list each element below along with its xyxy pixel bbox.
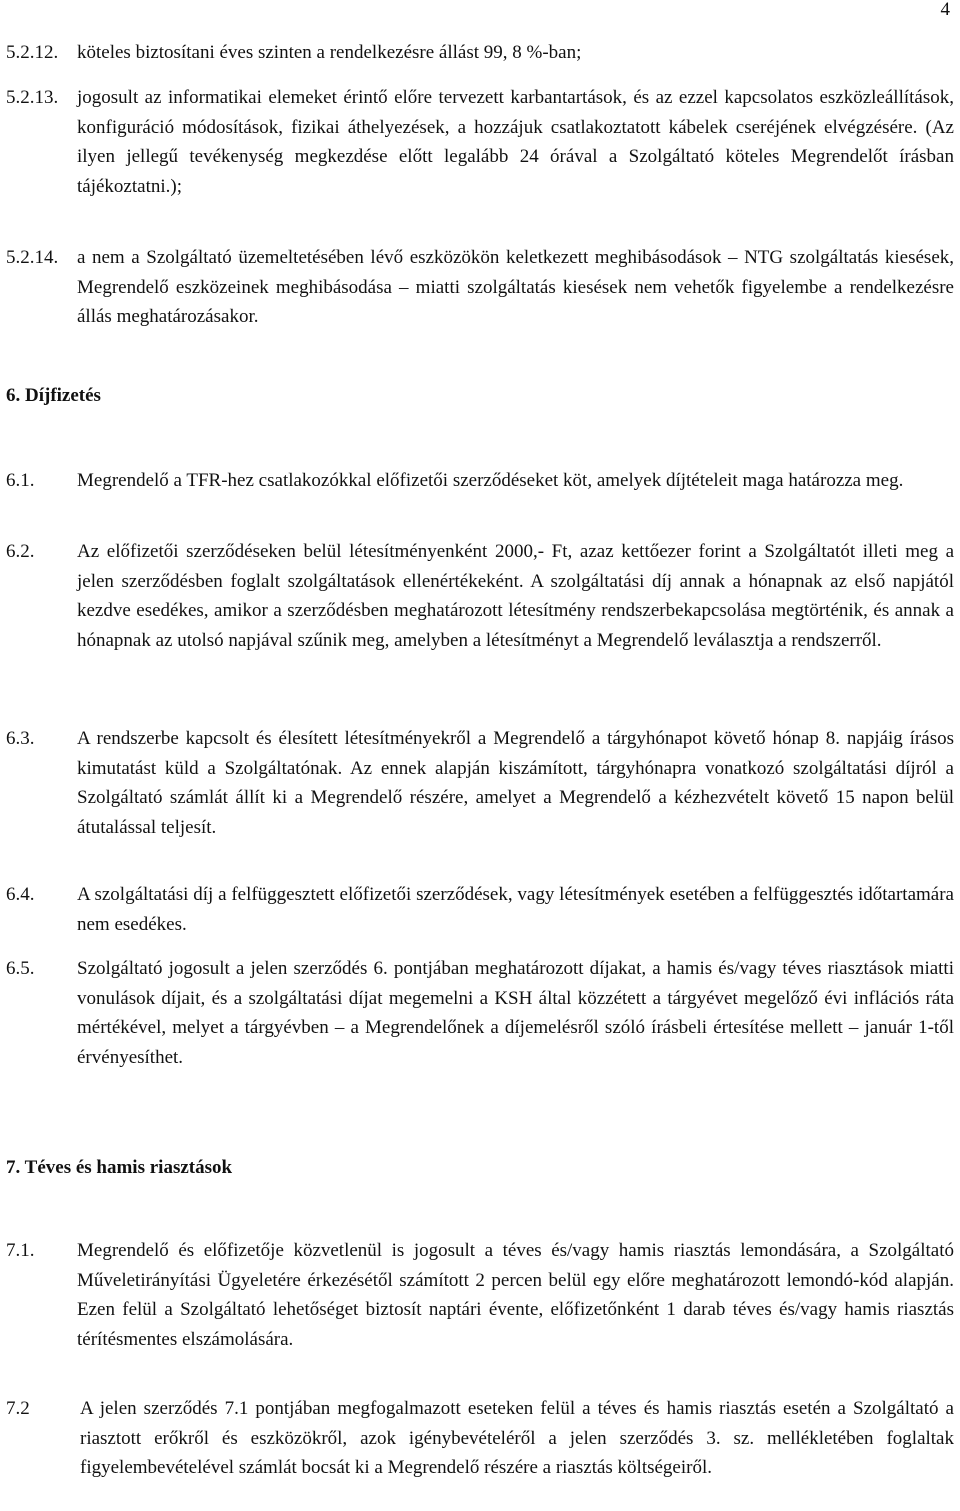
clause-7-2 (6, 1394, 954, 1483)
clause-5-2-14 (6, 243, 954, 332)
clause-text: Megrendelő a TFR-hez csatlakozókkal előfizetői szerződéseket köt, amelyek díjtételeit maga határozza meg. (77, 470, 904, 491)
clause-number: 7.2 (6, 1398, 30, 1419)
clause-number: 6.4. (6, 884, 35, 905)
clause-text: Megrendelő és előfizetője közvetlenül is jogosult a téves és/vagy hamis riasztás lemondására, a Szolgáltató Műveletirányítási Ügyeletére érkezésétől számított 2 percen belül egy előre meghatározott lemondó-kód alapján. Ezen felül a Szolgáltató lehetőséget biztosít naptári évente, előfizetőnként 1 darab téves és/vagy hamis riasztás térítésmentes elszámolására. (77, 1240, 954, 1350)
clause-number: 5.2.14. (6, 247, 59, 268)
clause-number: 6.2. (6, 541, 35, 562)
clause-text: Szolgáltató jogosult a jelen szerződés 6. pontjában meghatározott díjakat, a hamis és/vagy téves riasztások miatti vonulások díjait, és a szolgáltatási díjat megemelni a KSH által közzétett a tárgyévet megelőző évi inflációs ráta mértékével, melyet a tárgyévben – a Megrendelőnek a díjemelésről szóló írásbeli értesítése mellett – január 1-től érvényesíthet. (77, 958, 954, 1068)
clause-text: Az előfizetői szerződéseken belül létesítményenként 2000,- Ft, azaz kettőezer forint a Szolgáltatót illeti meg a jelen szerződésben foglalt szolgáltatások ellenértékeként. A szolgáltatási díj annak a hónapnak az első napjától kezdve esedékes, amikor a szerződésben meghatározott létesítmény rendszerbekapcsolása megtörténik, és annak a hónapnak az utolsó napjával szűnik meg, amelyben a létesítményt a Megrendelő leválasztja a rendszerről. (77, 541, 954, 651)
clause-number: 6.1. (6, 470, 35, 491)
clause-6-2 (6, 537, 954, 655)
clause-text: a nem a Szolgáltató üzemeltetésében lévő eszközökön keletkezett meghibásodások – NTG szolgáltatás kiesések, Megrendelő eszközeinek meghibásodása – miatti szolgáltatás kiesések nem vehetők figyelembe a rendelkezésre állás meghatározásakor. (77, 247, 954, 327)
clause-7-1 (6, 1236, 954, 1354)
clause-text: jogosult az informatikai elemeket érintő előre tervezett karbantartások, és az ezzel kapcsolatos eszközleállítások, konfiguráció módosítások, fizikai áthelyezések, a hozzájuk csatlakoztatott kábelek cseréjének elvégzésére. (Az ilyen jellegű tevékenység megkezdése előtt legalább 24 órával a Szolgáltató köteles Megrendelőt írásban tájékoztatni.); (77, 87, 954, 197)
clause-6-3 (6, 724, 954, 842)
clause-number: 6.3. (6, 728, 35, 749)
clause-6-1 (6, 466, 954, 496)
clause-5-2-12 (6, 38, 954, 68)
clause-6-4 (6, 880, 954, 939)
clause-number: 6.5. (6, 958, 35, 979)
page-number: 4 (940, 0, 950, 20)
clause-text: A rendszerbe kapcsolt és élesített létesítményekről a Megrendelő a tárgyhónapot követő hónap 8. napjáig írásos kimutatást küld a Szolgáltatónak. Az ennek alapján kiszámított, tárgyhónapra vonatkozó szolgáltatási díjról a Szolgáltató számlát állít ki a Megrendelő részére, amelyet a Megrendelő a kézhezvételt követő 15 napon belül átutalással teljesít. (77, 728, 954, 838)
clause-5-2-13 (6, 83, 954, 201)
section-7-heading: 7. Téves és hamis riasztások (6, 1157, 233, 1178)
clause-number: 5.2.13. (6, 87, 59, 108)
clause-number: 7.1. (6, 1240, 35, 1261)
clause-text: A jelen szerződés 7.1 pontjában megfogalmazott eseteken felül a téves és hamis riasztás esetén a Szolgáltató a riasztott erőkről és eszközökről, azok igénybevételéről a jelen szerződés 3. sz. mellékletében foglaltak figyelembevételével számlát bocsát ki a Megrendelő részére a riasztás költségeiről. (80, 1398, 954, 1478)
clause-number: 5.2.12. (6, 42, 59, 63)
clause-text: köteles biztosítani éves szinten a rendelkezésre állást 99, 8 %-ban; (77, 42, 582, 63)
clause-6-5 (6, 954, 954, 1072)
section-6-heading: 6. Díjfizetés (6, 385, 101, 406)
clause-text: A szolgáltatási díj a felfüggesztett előfizetői szerződések, vagy létesítmények esetében a felfüggesztés időtartamára nem esedékes. (77, 884, 954, 935)
